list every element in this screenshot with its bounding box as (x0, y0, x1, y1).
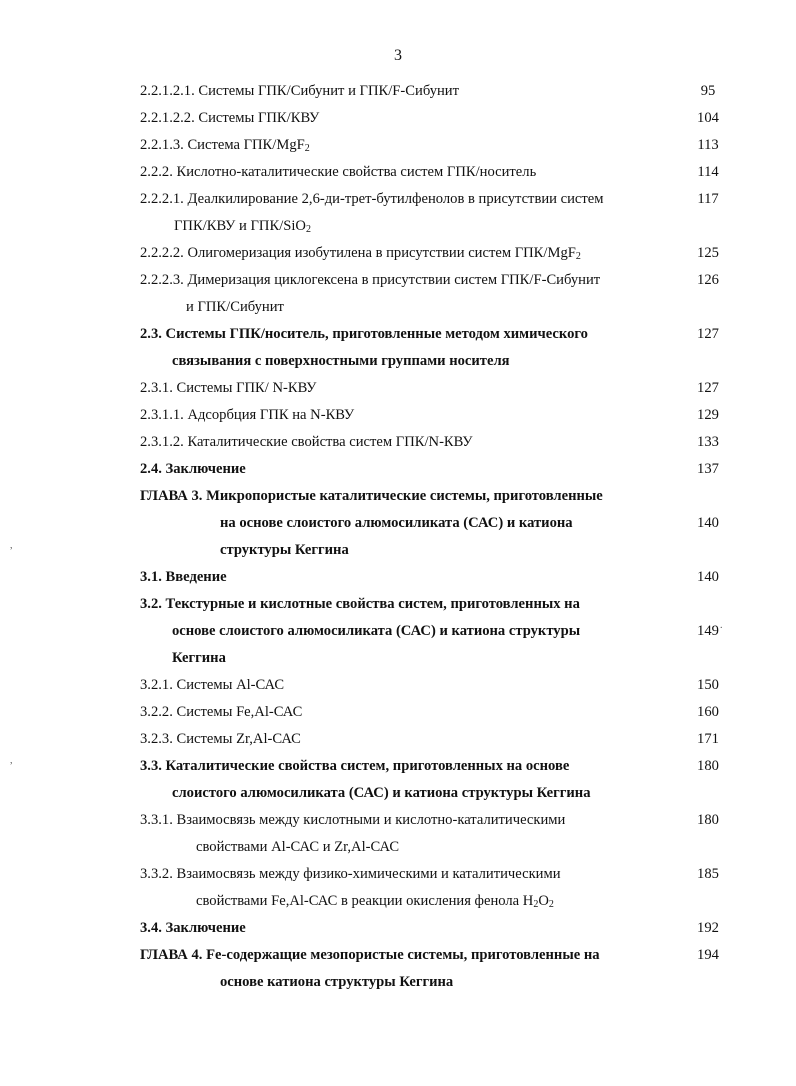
toc-entry-number: 3.2.2. (140, 704, 173, 720)
toc-entry-number: 3.3.1. (140, 812, 173, 828)
toc-entry-number: 2.2.2.2. (140, 245, 184, 261)
continuation-tail: O (538, 892, 549, 909)
toc-entry-chapter (0, 942, 796, 996)
toc-entry-number: 3.1. (140, 569, 162, 585)
toc-entry (0, 375, 796, 402)
toc-entry-number: 3.4. (140, 920, 162, 936)
toc-entry-page: 194 (697, 947, 719, 963)
toc-entry-page: 127 (697, 326, 719, 342)
continuation-text: ГПК/КВУ и ГПК/SiO (174, 217, 306, 234)
toc-entry (0, 240, 796, 267)
toc-entry-number: 3.2.1. (140, 677, 173, 693)
toc-entry-page: 127 (697, 380, 719, 396)
toc-entry-title: Взаимосвязь между физико-химическими и каталитическими (176, 866, 561, 882)
toc-entry-number: ГЛАВА 3. (140, 488, 203, 504)
subscript: 2 (305, 223, 311, 235)
toc-entry-page: 150 (697, 677, 719, 693)
toc-entry (0, 186, 796, 240)
toc-entry-title: Введение (165, 569, 227, 585)
toc-entry-continuation: связывания с поверхностными группами носителя (172, 352, 510, 369)
toc-entry (0, 402, 796, 429)
toc-entry (0, 753, 796, 807)
toc-entry-title: Текстурные и кислотные свойства систем, приготовленных на (165, 596, 580, 612)
toc-entry-title: Кислотно-каталитические свойства систем ГПК/носитель (176, 164, 537, 180)
toc-entry-title: Каталитические свойства систем, приготовленных на основе (165, 758, 570, 774)
toc-entry (0, 726, 796, 753)
toc-entry-number: 2.2.2.1. (140, 191, 184, 207)
toc-entry-title: Заключение (165, 920, 246, 936)
toc-entry-number: 3.2.3. (140, 731, 173, 747)
toc-entry-page: 140 (697, 569, 719, 585)
toc-entry-number: 2.2.1.2.2. (140, 110, 195, 126)
toc-entry-title: Системы ГПК/ N-КВУ (176, 380, 317, 396)
toc-entry (0, 429, 796, 456)
toc-entry-title: Олигомеризация изобутилена в присутствии систем ГПК/MgF (187, 245, 576, 261)
toc-entry (0, 915, 796, 942)
toc-entry-page: 137 (697, 461, 719, 477)
toc-entry-number: ГЛАВА 4. (140, 947, 203, 963)
toc-entry-page: 180 (697, 812, 719, 828)
toc-entry-title: Системы Al-САС (176, 677, 285, 693)
toc-entry (0, 699, 796, 726)
toc-entry (0, 321, 796, 375)
toc-entry (0, 564, 796, 591)
toc-entry-number: 2.2.1.3. (140, 137, 184, 153)
toc-entry-page: 149 (697, 623, 719, 639)
continuation-text: свойствами Fe,Al-САС в реакции окисления фенола H (196, 892, 534, 909)
toc-entry-page: 171 (697, 731, 719, 747)
toc-entry-title: Адсорбция ГПК на N-КВУ (187, 407, 355, 423)
toc-entry-continuation (140, 213, 665, 240)
toc-entry-continuation: Кеггина (172, 649, 226, 666)
toc-entry-page: 129 (697, 407, 719, 423)
toc-entry-title: Димеризация циклогексена в присутствии систем ГПК/F-Сибунит (187, 272, 601, 288)
toc-entry-number: 2.3. (140, 326, 162, 342)
subscript: 2 (575, 251, 581, 262)
toc-entry (0, 159, 796, 186)
toc-entry-chapter (0, 483, 796, 564)
toc-entry-continuation: структуры Кеггина (220, 541, 349, 558)
toc-entry-page: 126 (697, 272, 719, 288)
toc-entry-title: Системы Fe,Al-САС (176, 704, 303, 720)
toc-entry-continuation (140, 888, 665, 915)
toc-entry-title: Взаимосвязь между кислотными и кислотно-каталитическими (176, 812, 566, 828)
table-of-contents (0, 78, 796, 996)
toc-entry-number: 3.3. (140, 758, 162, 774)
toc-entry (0, 105, 796, 132)
toc-entry-title: Fe-содержащие мезопористые системы, приготовленные на (206, 947, 600, 963)
scan-mark: , (10, 540, 13, 551)
toc-entry-page: 113 (697, 137, 719, 153)
toc-entry-page: 125 (697, 245, 719, 261)
toc-entry-page: 95 (700, 83, 716, 99)
toc-entry-title: Системы ГПК/КВУ (198, 110, 320, 126)
toc-entry-page: 133 (697, 434, 719, 450)
toc-entry-number: 2.3.1.1. (140, 407, 184, 423)
toc-entry-title: Каталитические свойства систем ГПК/N-КВУ (187, 434, 473, 450)
toc-entry-page: 104 (697, 110, 719, 126)
toc-entry (0, 456, 796, 483)
subscript: 2 (548, 898, 554, 910)
toc-entry (0, 591, 796, 672)
toc-entry-number: 2.2.2.3. (140, 272, 184, 288)
toc-entry-page: 114 (697, 164, 719, 180)
toc-entry (0, 861, 796, 915)
toc-entry-number: 2.3.1.2. (140, 434, 184, 450)
toc-entry-continuation: слоистого алюмосиликата (САС) и катиона структуры Кеггина (172, 784, 591, 801)
toc-entry-number: 2.2.2. (140, 164, 173, 180)
toc-entry-title: Заключение (165, 461, 246, 477)
toc-entry-number: 3.3.2. (140, 866, 173, 882)
toc-entry-title: Системы Zr,Al-САС (176, 731, 301, 747)
subscript: 2 (533, 898, 539, 910)
toc-entry-page: 160 (697, 704, 719, 720)
toc-entry-page: 185 (697, 866, 719, 882)
toc-entry-continuation: и ГПК/Сибунит (186, 298, 284, 315)
toc-entry (0, 267, 796, 321)
toc-entry-page: 192 (697, 920, 719, 936)
toc-entry-continuation: основе катиона структуры Кеггина (220, 973, 454, 990)
toc-entry-page: 117 (697, 191, 719, 207)
toc-entry-number: 2.3.1. (140, 380, 173, 396)
toc-entry-title: Микропористые каталитические системы, приготовленные (206, 488, 603, 504)
toc-entry-continuation: основе слоистого алюмосиликата (САС) и катиона структуры (172, 622, 581, 639)
toc-entry-number: 2.2.1.2.1. (140, 83, 195, 99)
page-number: 3 (394, 47, 402, 64)
toc-entry-title: Системы ГПК/Сибунит и ГПК/F-Сибунит (198, 83, 459, 99)
toc-entry-page: 180 (697, 758, 719, 774)
toc-entry-title: Системы ГПК/носитель, приготовленные методом химического (165, 326, 588, 342)
toc-entry-number: 2.4. (140, 461, 162, 477)
scan-mark: , (10, 755, 13, 766)
subscript: 2 (304, 143, 310, 154)
toc-entry (0, 132, 796, 159)
toc-entry (0, 807, 796, 861)
toc-entry-number: 3.2. (140, 596, 162, 612)
toc-entry-page: 140 (697, 515, 719, 531)
toc-entry-title: Деалкилирование 2,6-ди-трет-бутилфенолов в присутствии систем (187, 191, 604, 207)
scan-mark: . (720, 620, 723, 631)
toc-entry-continuation: свойствами Al-САС и Zr,Al-САС (196, 838, 400, 855)
toc-entry-continuation: на основе слоистого алюмосиликата (САС) и катиона (220, 514, 573, 531)
toc-entry (0, 78, 796, 105)
toc-entry (0, 672, 796, 699)
toc-entry-title: Система ГПК/MgF (187, 137, 305, 153)
